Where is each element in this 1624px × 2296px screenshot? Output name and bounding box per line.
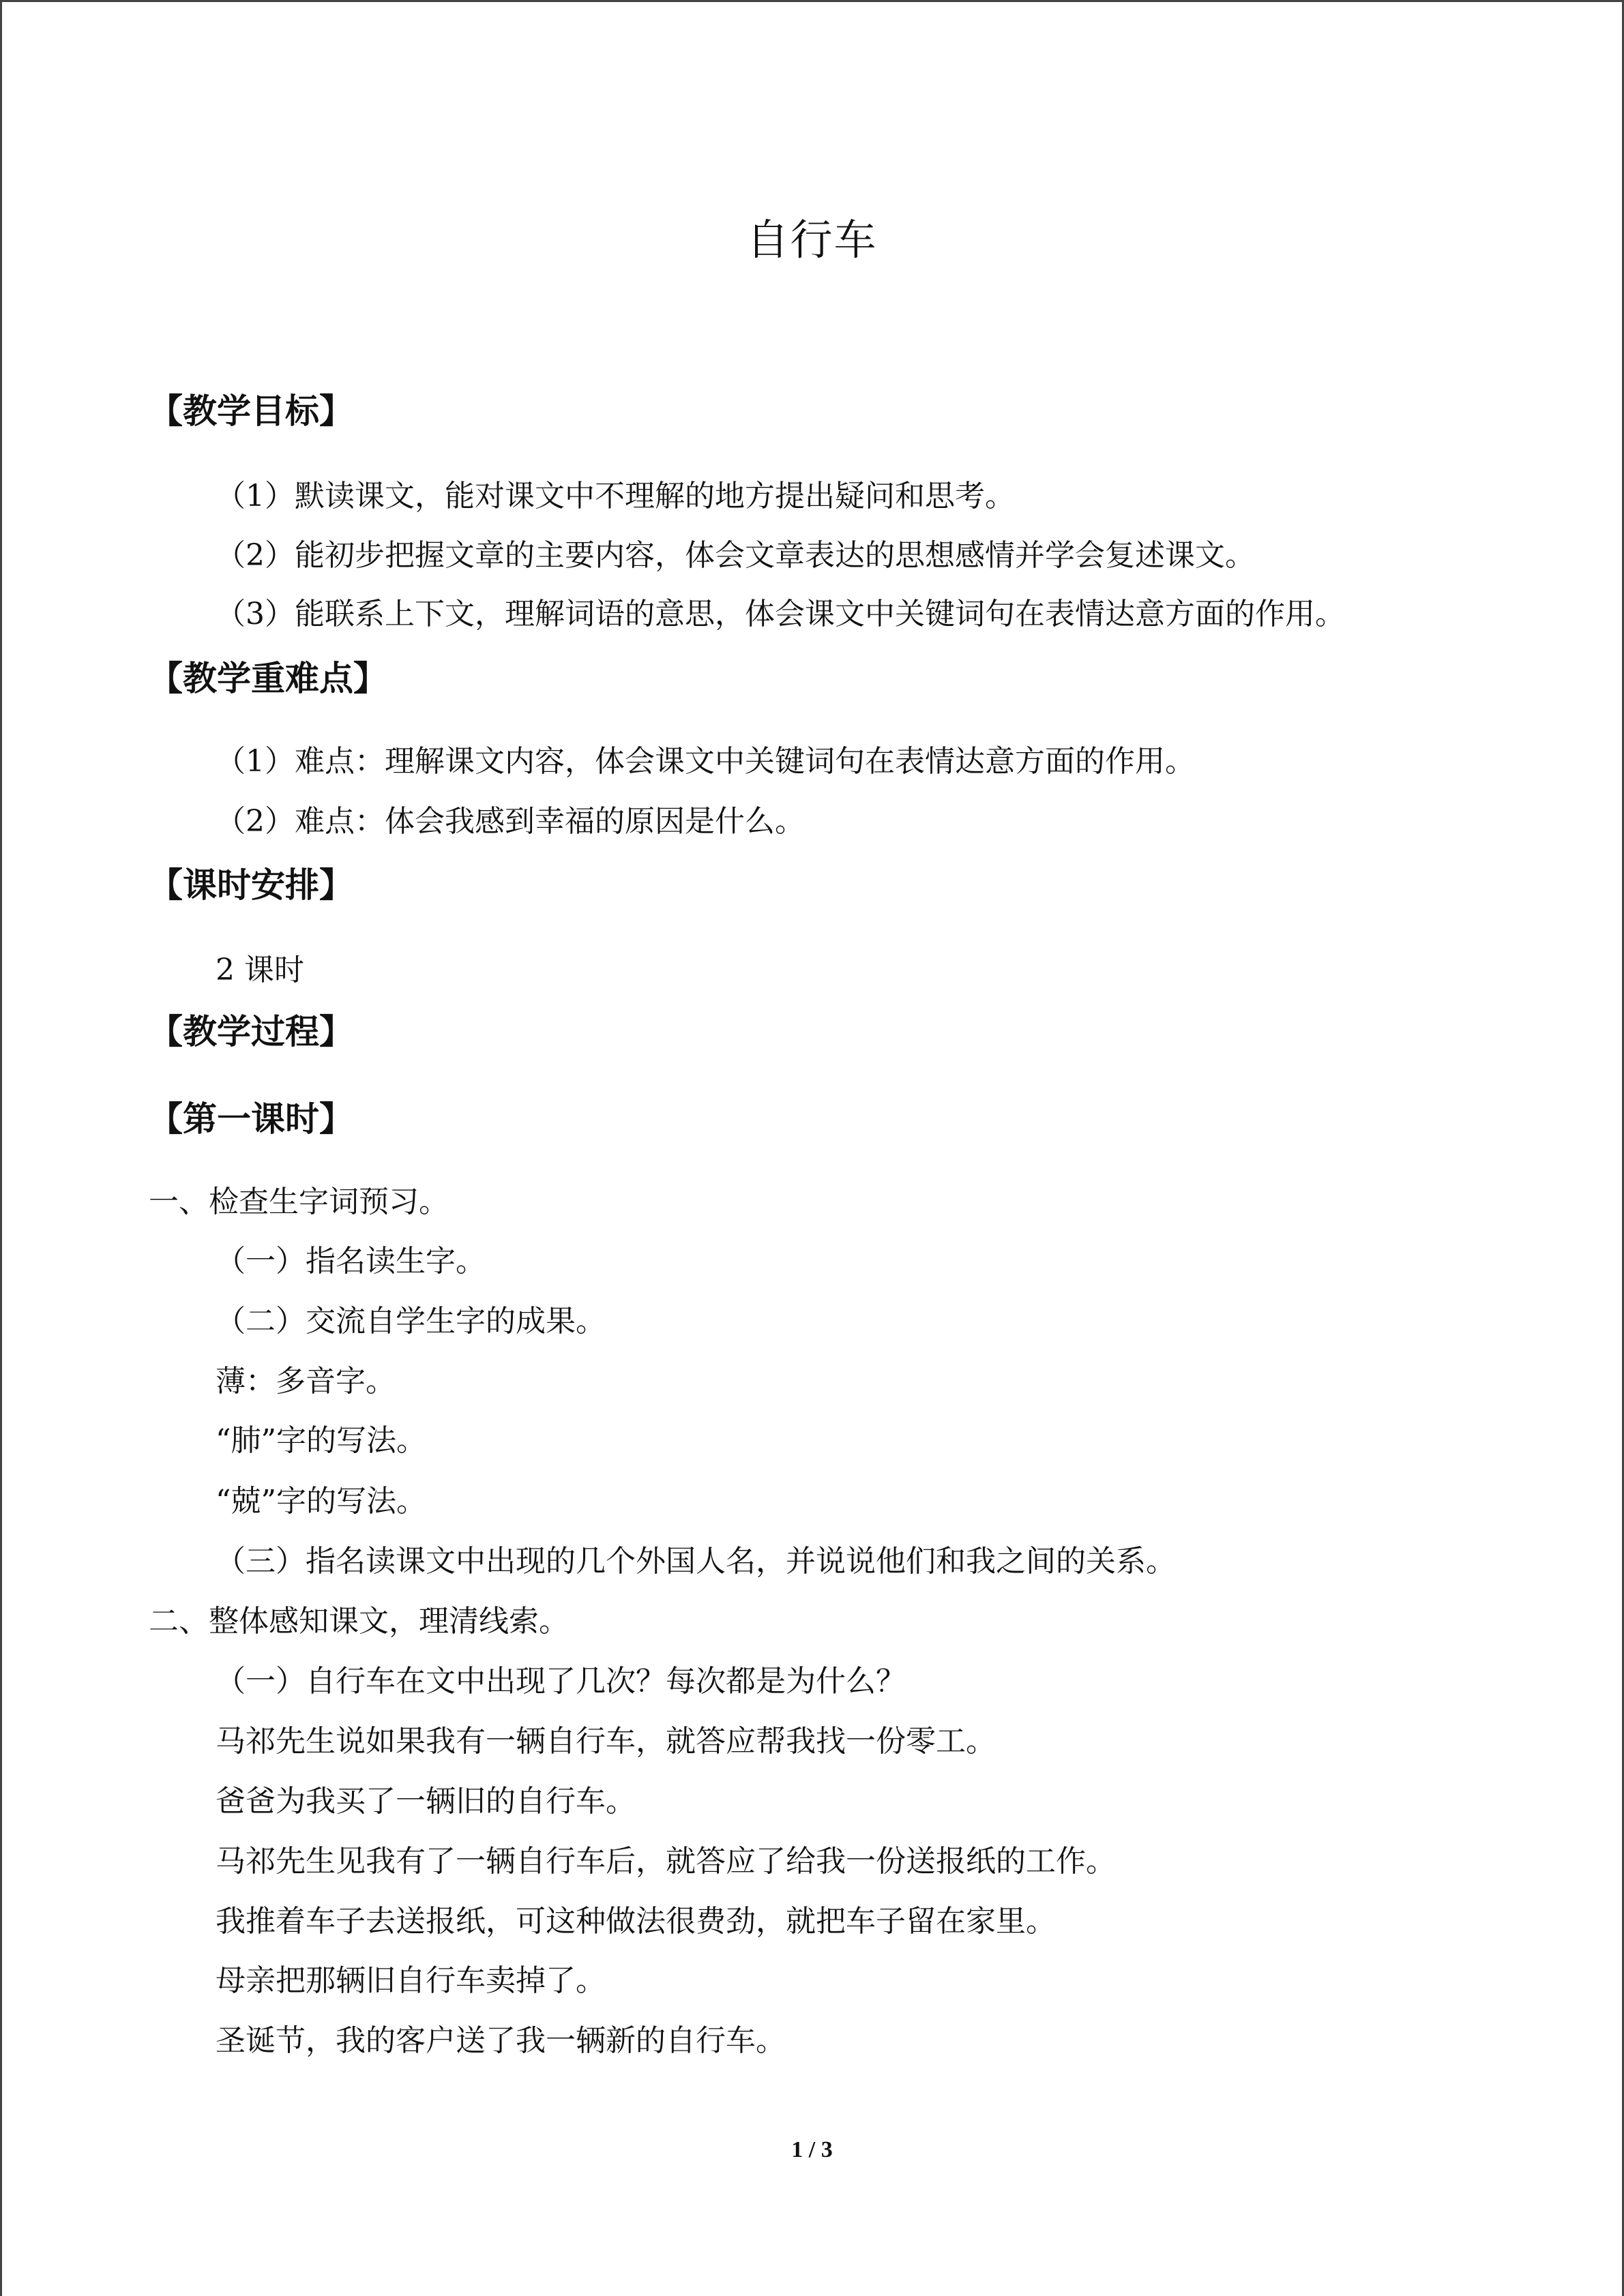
heading-objectives: 【教学目标】 <box>149 391 353 431</box>
objective-item: （1）默读课文，能对课文中不理解的地方提出疑问和思考。 <box>216 479 1015 513</box>
heading-schedule: 【课时安排】 <box>149 865 353 905</box>
lesson-line: “兢”字的写法。 <box>216 1484 426 1519</box>
lesson-line: “肺”字的写法。 <box>216 1423 426 1458</box>
page-number: 1 / 3 <box>791 2137 833 2162</box>
heading-process: 【教学过程】 <box>149 1012 353 1052</box>
lesson-line: （一）自行车在文中出现了几次？每次都是为什么？ <box>216 1664 906 1699</box>
lesson-line: 马祁先生见我有了一辆自行车后，就答应了给我一份送报纸的工作。 <box>216 1844 1116 1879</box>
heading-lesson-one: 【第一课时】 <box>149 1099 353 1139</box>
key-point-item: （2）难点：体会我感到幸福的原因是什么。 <box>216 804 805 839</box>
lesson-line: （二）交流自学生字的成果。 <box>216 1304 606 1339</box>
lesson-line: 马祁先生说如果我有一辆自行车，就答应帮我找一份零工。 <box>216 1724 996 1759</box>
lesson-line: 母亲把那辆旧自行车卖掉了。 <box>216 1963 606 1998</box>
lesson-line: 薄：多音字。 <box>216 1364 396 1399</box>
objective-item: （3）能联系上下文，理解词语的意思，体会课文中关键词句在表情达意方面的作用。 <box>216 597 1345 631</box>
objective-item: （2）能初步把握文章的主要内容，体会文章表达的思想感情并学会复述课文。 <box>216 538 1255 573</box>
lesson-line: 爸爸为我买了一辆旧的自行车。 <box>216 1784 636 1819</box>
lesson-line: 我推着车子去送报纸，可这种做法很费劲，就把车子留在家里。 <box>216 1904 1056 1939</box>
document-title: 自行车 <box>746 215 878 265</box>
key-point-item: （1）难点：理解课文内容，体会课文中关键词句在表情达意方面的作用。 <box>216 744 1195 779</box>
heading-key-points: 【教学重难点】 <box>149 659 387 698</box>
lesson-line: （一）指名读生字。 <box>216 1244 486 1279</box>
schedule-text: 2 课时 <box>216 953 304 987</box>
part-title: 二、整体感知课文，理清线索。 <box>149 1604 569 1639</box>
lesson-line: （三）指名读课文中出现的几个外国人名，并说说他们和我之间的关系。 <box>216 1544 1176 1579</box>
lesson-line: 圣诞节，我的客户送了我一辆新的自行车。 <box>216 2023 786 2058</box>
part-title: 一、检查生字词预习。 <box>149 1184 449 1219</box>
